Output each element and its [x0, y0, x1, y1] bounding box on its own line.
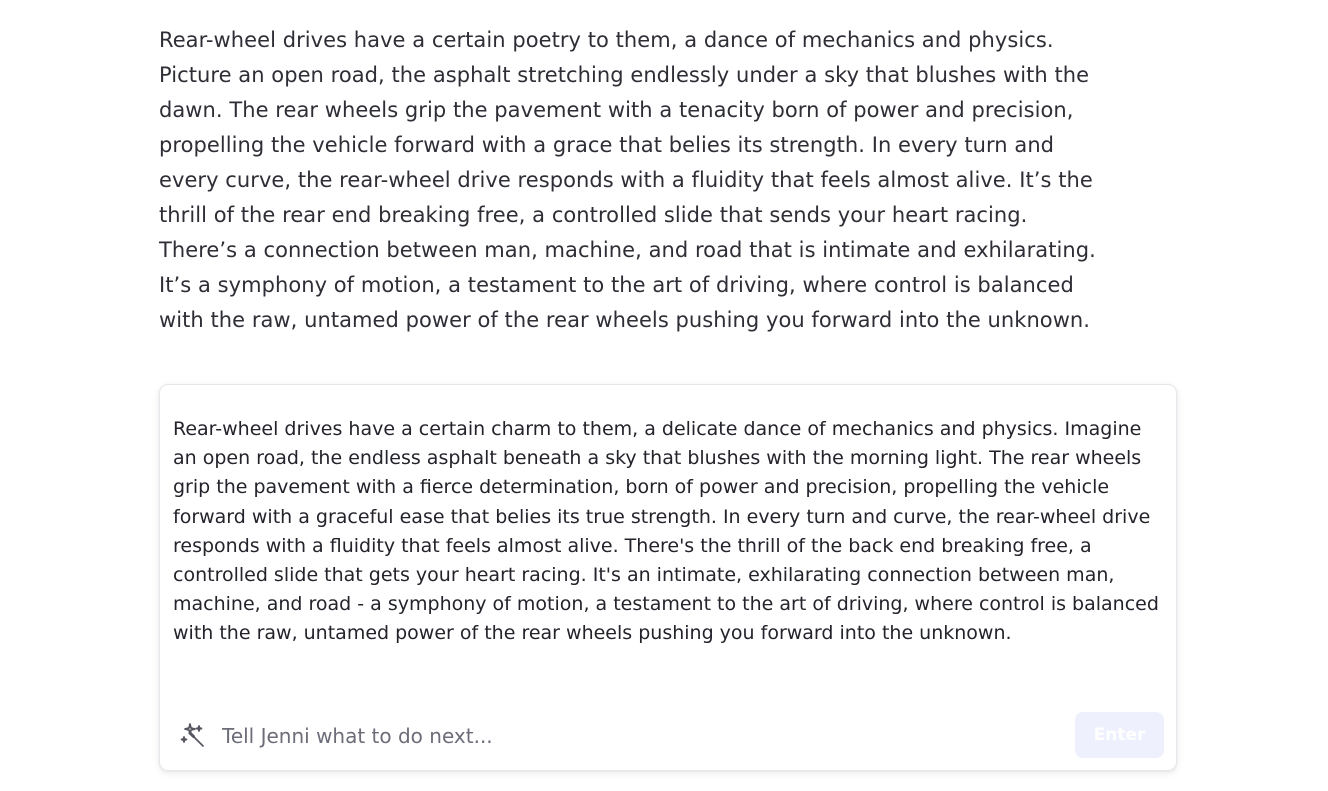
enter-button[interactable]: Enter: [1075, 712, 1164, 758]
ai-suggestion-text: Rear-wheel drives have a certain charm to them, a delicate dance of mechanics and physics. Imagine an open road, the endless asphalt beneath a sky that blushes with the morning light. The rear wheels grip the pavement with a fierce determination, born of power and precision, propelling the vehicle forward with a graceful ease that belies its true strength. In every turn and curve, the rear-wheel drive responds with a fluidity that feels almost alive. There's the thrill of the back end breaking free, a controlled slide that gets your heart racing. It's an intimate, exhilarating connection between man, machine, and road - a symphony of motion, a testament to the art of driving, where control is balanced with the raw, untamed power of the rear wheels pushing you forward into the unknown.: [173, 418, 1159, 645]
ai-suggestion-panel: [159, 384, 1177, 771]
command-input[interactable]: [222, 718, 1042, 754]
command-bar: [160, 700, 1176, 770]
magic-wand-sparkles-icon: [179, 722, 207, 750]
document-paragraph[interactable]: Rear-wheel drives have a certain poetry to them, a dance of mechanics and physics. Picture an open road, the asphalt stretching endlessly under a sky that blushes with the dawn. The rear wheels grip the pavement with a tenacity born of power and precision, propelling the vehicle forward with a grace that belies its strength. In every turn and every curve, the rear-wheel drive responds with a fluidity that feels almost alive. It’s the thrill of the rear end breaking free, a controlled slide that sends your heart racing. There’s a connection between man, machine, and road that is intimate and exhilarating. It’s a symphony of motion, a testament to the art of driving, where control is balanced with the raw, untamed power of the rear wheels pushing you forward into the unknown.: [159, 28, 1096, 332]
